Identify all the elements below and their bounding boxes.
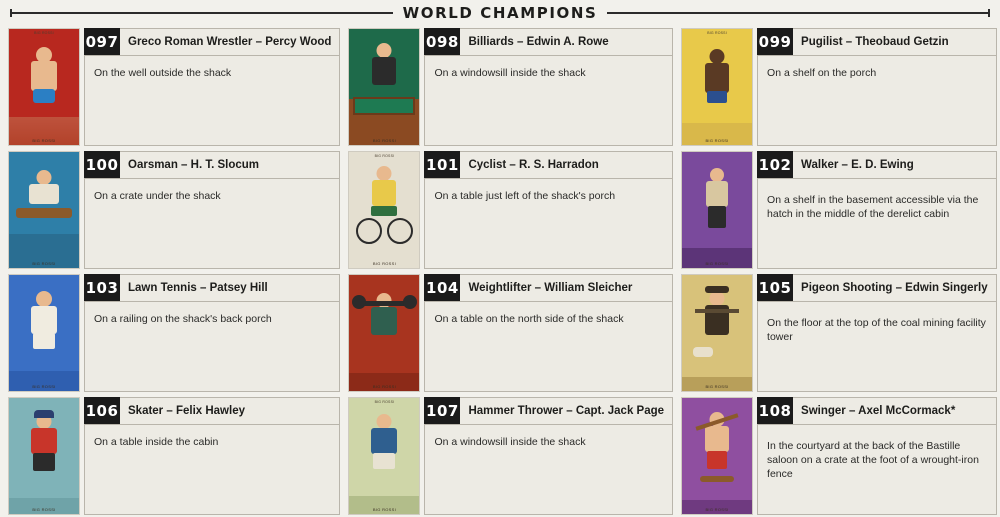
card-title: Weightlifter – William Sleicher	[468, 282, 633, 294]
collectible-card[interactable]	[681, 28, 997, 146]
card-titlebar	[84, 151, 340, 178]
card-panel	[757, 151, 997, 269]
page-title: WORLD CHAMPIONS	[402, 4, 598, 22]
collectible-card[interactable]	[681, 397, 997, 515]
card-note-box	[84, 301, 340, 392]
header-rule-left	[10, 12, 393, 14]
art-caption: BIG ROSSI	[372, 261, 397, 266]
collectible-card[interactable]	[8, 151, 340, 269]
art-figure	[682, 152, 752, 268]
card-titlebar	[84, 274, 340, 301]
art-figure	[682, 29, 752, 145]
card-note: On a shelf in the basement accessible via the hatch in the middle of the derelict cabin	[767, 194, 979, 221]
card-note: On a table on the north side of the shack	[434, 313, 624, 325]
card-note: On the well outside the shack	[94, 67, 232, 79]
card-artwork	[681, 274, 753, 392]
art-figure	[349, 275, 419, 391]
art-figure	[682, 398, 752, 514]
art-caption: BIG ROSSI	[372, 384, 397, 389]
art-caption: BIG ROSSI	[32, 384, 56, 389]
card-title: Pigeon Shooting – Edwin Singerly	[801, 282, 988, 294]
art-figure	[349, 29, 419, 145]
art-top-caption: BIG ROSSI	[374, 400, 395, 404]
page-header	[6, 0, 994, 26]
card-note: On a windowsill inside the shack	[434, 67, 586, 79]
card-titlebar	[757, 274, 997, 301]
collectible-card[interactable]	[348, 397, 673, 515]
card-panel	[84, 151, 340, 269]
card-note-box	[84, 178, 340, 269]
art-figure	[682, 275, 752, 391]
card-number: 101	[424, 151, 460, 179]
card-titlebar	[424, 151, 673, 178]
art-caption: BIG ROSSI	[705, 507, 729, 512]
card-title: Cyclist – R. S. Harradon	[468, 159, 599, 171]
card-panel	[757, 274, 997, 392]
art-caption: BIG ROSSI	[372, 507, 397, 512]
card-title: Billiards – Edwin A. Rowe	[468, 36, 609, 48]
art-figure	[9, 29, 79, 145]
card-note-box	[757, 178, 997, 269]
card-artwork	[348, 397, 420, 515]
card-panel	[84, 274, 340, 392]
card-title: Swinger – Axel McCormack*	[801, 405, 956, 417]
card-note-box	[424, 178, 673, 269]
art-caption: BIG ROSSI	[705, 384, 729, 389]
art-figure	[9, 275, 79, 391]
art-figure	[9, 398, 79, 514]
art-figure	[349, 398, 419, 514]
card-titlebar	[424, 397, 673, 424]
card-artwork	[8, 274, 80, 392]
collectible-card[interactable]	[348, 28, 673, 146]
card-grid	[6, 26, 994, 515]
card-title: Skater – Felix Hawley	[128, 405, 245, 417]
card-number: 105	[757, 274, 793, 302]
card-artwork	[681, 28, 753, 146]
card-panel	[424, 151, 673, 269]
card-note-box	[84, 55, 340, 146]
card-artwork	[681, 151, 753, 269]
collectible-card[interactable]	[681, 151, 997, 269]
art-top-caption: BIG ROSSI	[34, 31, 54, 35]
card-note-box	[424, 424, 673, 515]
art-caption: BIG ROSSI	[705, 138, 729, 143]
card-number: 106	[84, 397, 120, 425]
card-artwork	[681, 397, 753, 515]
card-panel	[424, 397, 673, 515]
card-titlebar	[424, 28, 673, 55]
card-artwork	[8, 28, 80, 146]
card-titlebar	[757, 151, 997, 178]
card-number: 108	[757, 397, 793, 425]
card-note: On a table inside the cabin	[94, 436, 219, 448]
card-artwork	[348, 28, 420, 146]
card-titlebar	[84, 397, 340, 424]
card-note: On a shelf on the porch	[767, 67, 877, 79]
card-panel	[757, 397, 997, 515]
card-note: On a table just left of the shack's porch	[434, 190, 616, 202]
art-caption: BIG ROSSI	[32, 507, 56, 512]
card-note: On a railing on the shack's back porch	[94, 313, 272, 325]
card-panel	[424, 274, 673, 392]
art-caption: BIG ROSSI	[372, 138, 397, 143]
art-top-caption: BIG ROSSI	[374, 154, 395, 158]
card-title: Hammer Thrower – Capt. Jack Page	[468, 405, 665, 417]
card-artwork	[8, 151, 80, 269]
card-titlebar	[757, 28, 997, 55]
card-number: 103	[84, 274, 120, 302]
card-note-box	[757, 301, 997, 392]
art-figure	[9, 152, 79, 268]
card-number: 107	[424, 397, 460, 425]
card-number: 099	[757, 28, 793, 56]
card-title: Oarsman – H. T. Slocum	[128, 159, 260, 171]
collectible-card[interactable]	[8, 397, 340, 515]
card-panel	[84, 397, 340, 515]
card-titlebar	[84, 28, 340, 55]
card-note-box	[424, 55, 673, 146]
card-note: In the courtyard at the back of the Bastille saloon on a crate at the foot of a wrought-iron fence	[767, 440, 979, 481]
collectible-card[interactable]	[348, 151, 673, 269]
card-note: On the floor at the top of the coal mining facility tower	[767, 317, 986, 344]
collectible-card[interactable]	[8, 274, 340, 392]
card-note-box	[757, 424, 997, 515]
card-note-box	[424, 301, 673, 392]
card-artwork	[348, 274, 420, 392]
card-number: 098	[424, 28, 460, 56]
card-titlebar	[757, 397, 997, 424]
collectible-card[interactable]	[681, 274, 997, 392]
card-title: Pugilist – Theobaud Getzin	[801, 36, 949, 48]
card-number: 097	[84, 28, 120, 56]
card-number: 100	[84, 151, 120, 179]
card-number: 102	[757, 151, 793, 179]
art-caption: BIG ROSSI	[32, 138, 56, 143]
card-note-box	[84, 424, 340, 515]
card-number: 104	[424, 274, 460, 302]
card-artwork	[348, 151, 420, 269]
card-artwork	[8, 397, 80, 515]
card-title: Walker – E. D. Ewing	[801, 159, 914, 171]
card-note: On a crate under the shack	[94, 190, 221, 202]
art-figure	[349, 152, 419, 268]
art-caption: BIG ROSSI	[705, 261, 729, 266]
card-note: On a windowsill inside the shack	[434, 436, 586, 448]
art-caption: BIG ROSSI	[32, 261, 56, 266]
art-top-caption: BIG ROSSI	[707, 31, 727, 35]
collectible-card[interactable]	[8, 28, 340, 146]
header-rule-right	[607, 12, 990, 14]
card-panel	[424, 28, 673, 146]
card-note-box	[757, 55, 997, 146]
card-title: Lawn Tennis – Patsey Hill	[128, 282, 268, 294]
card-panel	[84, 28, 340, 146]
collectible-card[interactable]	[348, 274, 673, 392]
card-title: Greco Roman Wrestler – Percy Wood	[128, 36, 332, 48]
card-titlebar	[424, 274, 673, 301]
card-panel	[757, 28, 997, 146]
